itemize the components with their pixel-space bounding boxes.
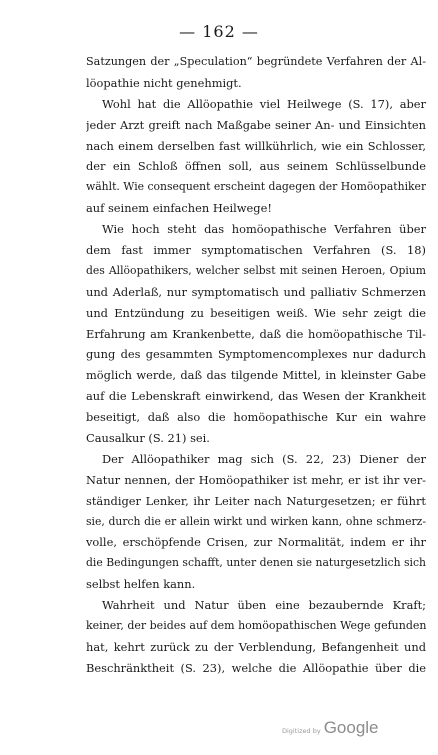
text-line: volle, erschöpfende Crisen, zur Normalität, indem er ihr bbox=[86, 535, 426, 550]
text-line: Wahrheit und Natur üben eine bezaubernde Kraft; bbox=[102, 598, 426, 613]
text-line: des Allöopathikers, welcher selbst mit seinen Heroen, Opium bbox=[86, 263, 426, 277]
text-line: löopathie nicht genehmigt. bbox=[86, 75, 242, 90]
text-line: wählt. Wie consequent erscheint dagegen der Homöopathiker bbox=[86, 180, 426, 194]
text-line: Erfahrung am Krankenbette, daß die homöopathische Til- bbox=[86, 326, 426, 341]
text-line: ständiger Lenker, ihr Leiter nach Naturgesetzen; er führt bbox=[86, 493, 426, 508]
text-line: sie, durch die er allein wirkt und wirken kann, ohne schmerz- bbox=[86, 514, 426, 528]
text-line: Beschränktheit (S. 23), welche die Allöopathie über die bbox=[86, 660, 426, 675]
text-line: nach einem derselben fast willkührlich, wie ein Schlosser, bbox=[86, 138, 426, 153]
text-line: Satzungen der „Speculation“ begründete Verfahren der Al- bbox=[86, 55, 426, 68]
text-line: die Bedingungen schafft, unter denen sie naturgesetzlich sich bbox=[86, 556, 426, 570]
text-line: der ein Schloß öffnen soll, aus seinem Schlüsselbunde bbox=[86, 159, 426, 174]
digitized-by-label: Digitized by bbox=[282, 727, 321, 735]
text-line: beseitigt, daß also die homöopathische Kur ein wahre bbox=[86, 410, 426, 425]
text-line: auf seinem einfachen Heilwege! bbox=[86, 201, 272, 216]
text-line: selbst helfen kann. bbox=[86, 577, 196, 592]
text-line: jeder Arzt greift nach Maßgabe seiner An- und Einsichten bbox=[86, 117, 426, 132]
text-line: Natur nennen, der Homöopathiker ist mehr, er ist ihr ver- bbox=[86, 472, 426, 487]
text-line: Wohl hat die Allöopathie viel Heilwege (S. 17), aber bbox=[102, 96, 426, 111]
text-line: Wie hoch steht das homöopathische Verfahren über bbox=[102, 222, 426, 237]
text-line: auf die Lebenskraft einwirkend, das Wesen der Krankheit bbox=[86, 389, 426, 404]
digitized-watermark bbox=[282, 718, 379, 738]
text-line: dem fast immer symptomatischen Verfahren (S. 18) bbox=[86, 243, 426, 258]
body-text bbox=[86, 52, 426, 679]
text-line: und Aderlaß, nur symptomatisch und palliativ Schmerzen bbox=[86, 284, 426, 299]
text-line: keiner, der beides auf dem homöopathischen Wege gefunden bbox=[86, 619, 426, 633]
text-line: gung des gesammten Symptomencomplexes nur dadurch bbox=[86, 347, 426, 362]
google-logo: Google bbox=[323, 718, 379, 737]
text-line: hat, kehrt zurück zu der Verblendung, Befangenheit und bbox=[86, 639, 426, 654]
text-line: Der Allöopathiker mag sich (S. 22, 23) Diener der bbox=[102, 451, 426, 466]
text-line: Causalkur (S. 21) sei. bbox=[86, 431, 210, 446]
text-line: und Entzündung zu beseitigen weiß. Wie sehr zeigt die bbox=[86, 305, 426, 320]
text-line: möglich werde, daß das tilgende Mittel, in kleinster Gabe bbox=[86, 368, 426, 383]
page-number: — 162 — bbox=[179, 22, 259, 41]
